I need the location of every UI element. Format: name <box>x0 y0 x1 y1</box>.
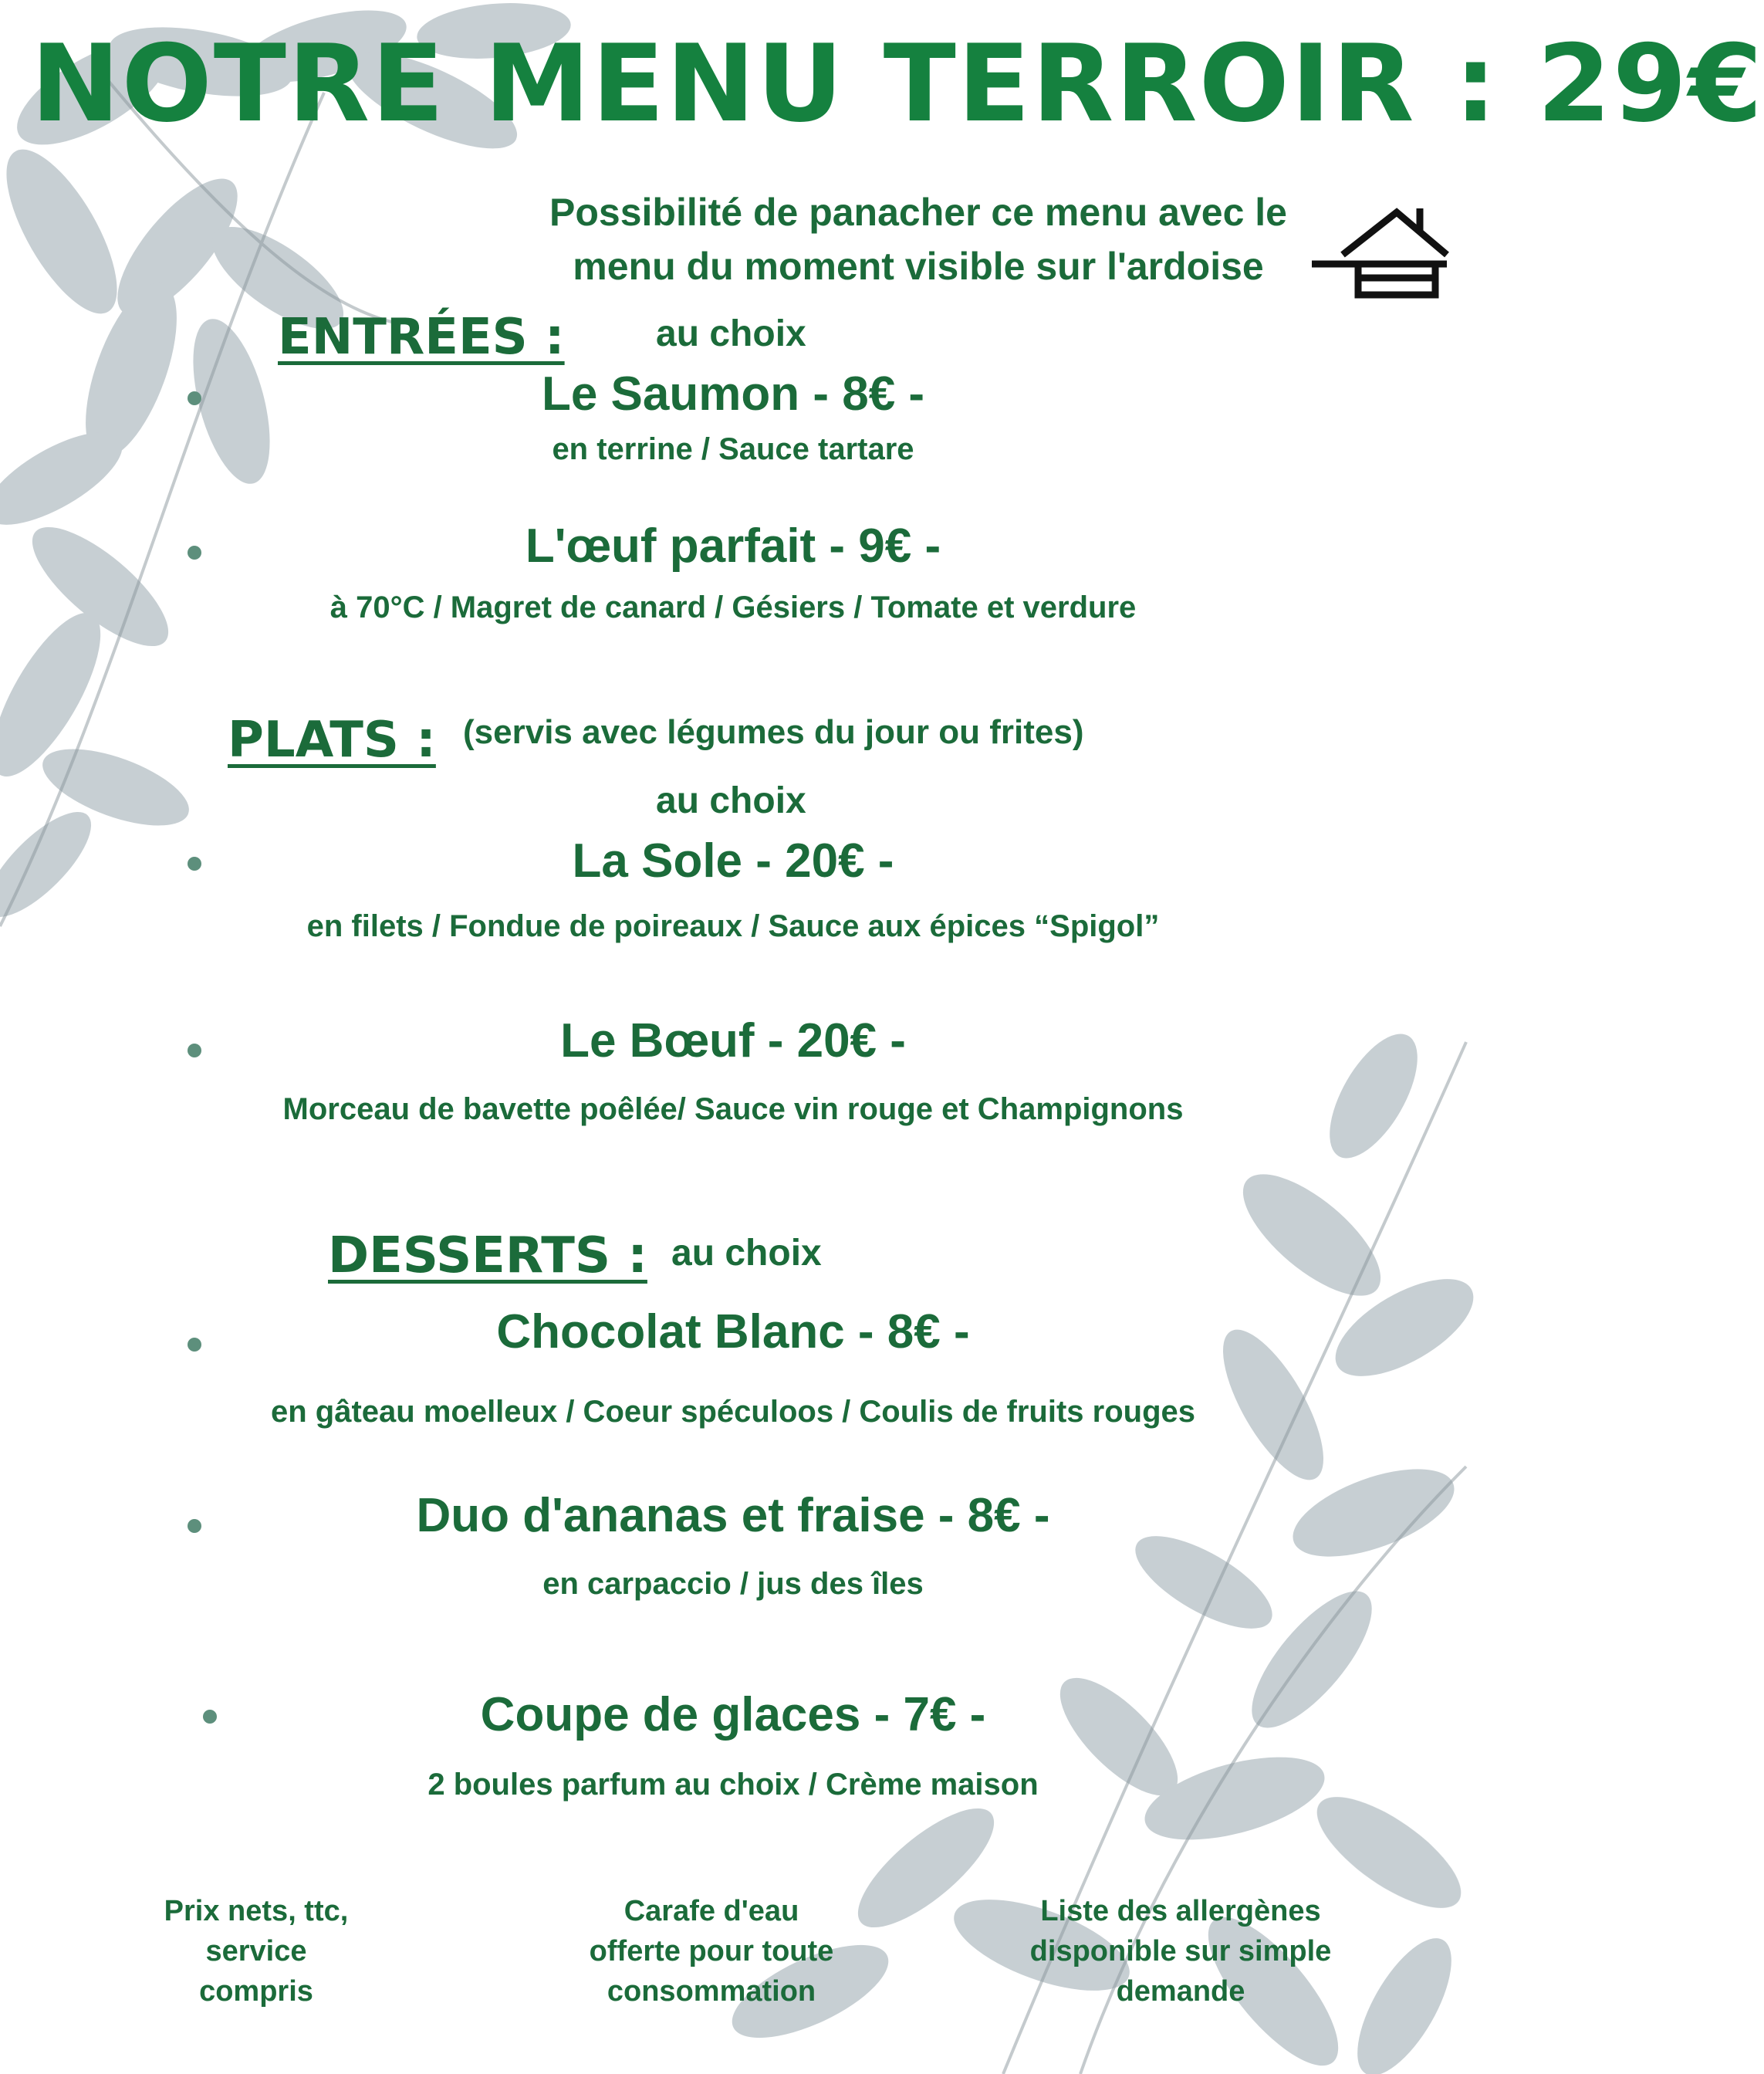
dish-name: Coupe de glaces - 7€ - <box>480 1688 986 1741</box>
dish-description: à 70°C / Magret de canard / Gésiers / Tomate et verdure <box>329 590 1137 624</box>
dish-description: en carpaccio / jus des îles <box>542 1567 924 1601</box>
menu-title: NOTRE MENU TERROIR : 29€ <box>31 22 1764 146</box>
footer-line: Carafe d'eau <box>623 1895 799 1927</box>
footer-water-note <box>542 1891 881 2011</box>
footer-line: demande <box>1116 1975 1245 2008</box>
dish-description: en terrine / Sauce tartare <box>552 432 914 466</box>
house-logo-icon <box>1312 201 1458 301</box>
dish-name: Duo d'ananas et fraise - 8€ - <box>416 1489 1050 1542</box>
dish-name: Chocolat Blanc - 8€ - <box>496 1305 970 1358</box>
entrees-heading: ENTRÉES : <box>278 309 565 366</box>
footer-allergens-note <box>1011 1891 1350 2011</box>
entrees-choice-note: au choix <box>656 313 806 354</box>
footer-line: service <box>205 1935 307 1967</box>
subtitle-line-1: Possibilité de panacher ce menu avec le <box>549 191 1287 234</box>
plats-choice-note: au choix <box>656 780 806 821</box>
footer-line: disponible sur simple <box>1029 1935 1332 1967</box>
footer-prices-note <box>86 1891 426 2011</box>
footer-line: Liste des allergènes <box>1040 1895 1321 1927</box>
desserts-choice-note: au choix <box>671 1233 822 1274</box>
subtitle-line-2: menu du moment visible sur l'ardoise <box>573 245 1264 288</box>
plats-served-note: (servis avec légumes du jour ou frites) <box>463 713 1084 751</box>
dish-name: L'œuf parfait - 9€ - <box>525 519 941 573</box>
desserts-heading: DESSERTS : <box>328 1227 647 1284</box>
dish-description: 2 boules parfum au choix / Crème maison <box>427 1768 1039 1802</box>
footer-line: Prix nets, ttc, <box>164 1895 349 1927</box>
dish-name: Le Saumon - 8€ - <box>541 367 925 421</box>
plats-heading: PLATS : <box>228 712 436 769</box>
footer-line: compris <box>199 1975 313 2008</box>
dish-name: La Sole - 20€ - <box>572 834 894 888</box>
menu-subtitle <box>494 185 1343 293</box>
footer-line: offerte pour toute <box>589 1935 834 1967</box>
dish-description: Morceau de bavette poêlée/ Sauce vin rouge et Champignons <box>282 1092 1184 1126</box>
dish-description: en gâteau moelleux / Coeur spéculoos / Coulis de fruits rouges <box>270 1395 1196 1429</box>
footer-line: consommation <box>607 1975 816 2008</box>
dish-name: Le Bœuf - 20€ - <box>560 1014 906 1067</box>
dish-description: en filets / Fondue de poireaux / Sauce aux épices “Spigol” <box>306 909 1160 943</box>
